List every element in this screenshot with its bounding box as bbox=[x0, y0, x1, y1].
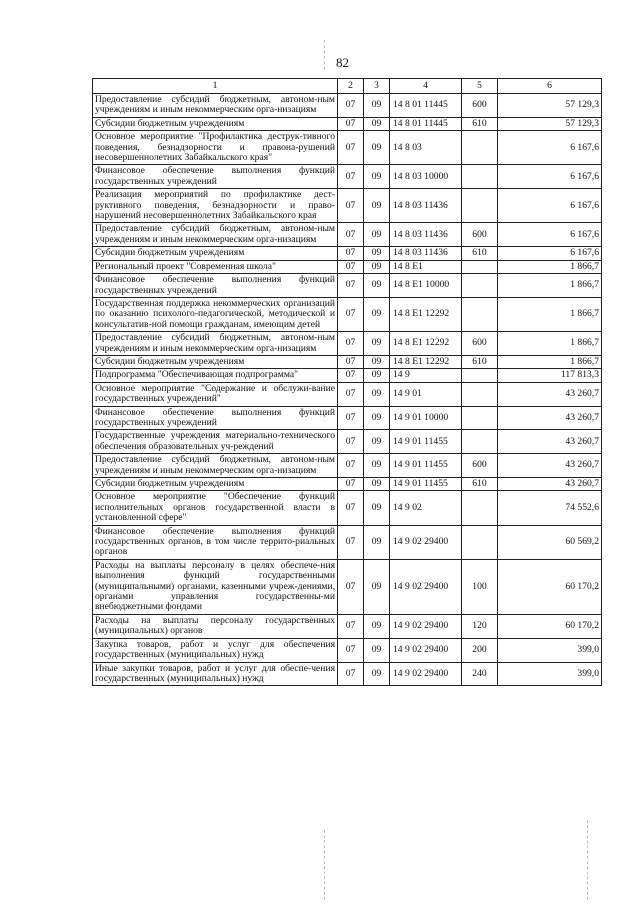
table-row bbox=[93, 478, 602, 491]
row-subsection: 09 bbox=[364, 332, 390, 356]
budget-table bbox=[92, 78, 602, 686]
row-amount: 1 866,7 bbox=[498, 297, 602, 331]
row-target-code: 14 8 03 10000 bbox=[390, 165, 462, 189]
row-target-code: 14 9 01 11455 bbox=[390, 478, 462, 491]
row-expense-type: 600 bbox=[462, 223, 498, 247]
row-subsection: 09 bbox=[364, 454, 390, 478]
table-row bbox=[93, 454, 602, 478]
row-target-code: 14 9 01 10000 bbox=[390, 406, 462, 430]
row-subsection: 09 bbox=[364, 559, 390, 614]
row-target-code: 14 8 E1 12292 bbox=[390, 332, 462, 356]
row-amount: 43 260,7 bbox=[498, 382, 602, 406]
row-subsection: 09 bbox=[364, 274, 390, 298]
row-subsection: 09 bbox=[364, 189, 390, 223]
row-subsection: 09 bbox=[364, 297, 390, 331]
row-amount: 6 167,6 bbox=[498, 165, 602, 189]
table-row bbox=[93, 117, 602, 130]
row-section: 07 bbox=[338, 223, 364, 247]
table-row bbox=[93, 223, 602, 247]
row-section: 07 bbox=[338, 131, 364, 165]
column-header: 4 bbox=[390, 79, 462, 94]
row-target-code: 14 9 02 29400 bbox=[390, 525, 462, 559]
row-name: Расходы на выплаты персоналу в целях обеспече-ния выполнения функций государственными (муниципальными) органами, казенными учреж-дениями, органами управления государственны-ми внебюджетными фондами bbox=[93, 559, 338, 614]
table-row bbox=[93, 297, 602, 331]
row-name: Финансовое обеспечение выполнения функций государственных органов, в том числе террито-риальных органов bbox=[93, 525, 338, 559]
row-subsection: 09 bbox=[364, 223, 390, 247]
row-section: 07 bbox=[338, 406, 364, 430]
row-name: Финансовое обеспечение выполнения функций государственных учреждений bbox=[93, 406, 338, 430]
page-number: 82 bbox=[336, 55, 349, 70]
table-row bbox=[93, 614, 602, 638]
column-header: 2 bbox=[338, 79, 364, 94]
row-expense-type bbox=[462, 406, 498, 430]
row-subsection: 09 bbox=[364, 369, 390, 382]
row-name: Субсидии бюджетным учреждениям bbox=[93, 247, 338, 260]
row-amount: 6 167,6 bbox=[498, 131, 602, 165]
table-row bbox=[93, 274, 602, 298]
row-section: 07 bbox=[338, 94, 364, 118]
table-row bbox=[93, 525, 602, 559]
row-name: Субсидии бюджетным учреждениям bbox=[93, 355, 338, 368]
row-name: Реализация мероприятий по профилактике дест-руктивного поведения, безнадзорности и право-нарушений несовершеннолетних Забайкальского края bbox=[93, 189, 338, 223]
row-target-code: 14 9 02 29400 bbox=[390, 559, 462, 614]
row-expense-type bbox=[462, 382, 498, 406]
scan-artifact-line bbox=[324, 40, 326, 70]
row-target-code: 14 8 03 11436 bbox=[390, 247, 462, 260]
row-name: Региональный проект "Современная школа" bbox=[93, 260, 338, 273]
row-section: 07 bbox=[338, 525, 364, 559]
row-expense-type bbox=[462, 369, 498, 382]
table-row bbox=[93, 491, 602, 525]
row-target-code: 14 8 E1 bbox=[390, 260, 462, 273]
row-section: 07 bbox=[338, 491, 364, 525]
scan-artifact-line bbox=[324, 830, 326, 900]
row-name: Предоставление субсидий бюджетным, автоном-ным учреждениям и иным некоммерческим орга-низациям bbox=[93, 94, 338, 118]
table-row bbox=[93, 662, 602, 686]
row-section: 07 bbox=[338, 274, 364, 298]
row-expense-type bbox=[462, 297, 498, 331]
row-section: 07 bbox=[338, 260, 364, 273]
row-subsection: 09 bbox=[364, 638, 390, 662]
row-subsection: 09 bbox=[364, 430, 390, 454]
row-name: Финансовое обеспечение выполнения функций государственных учреждений bbox=[93, 274, 338, 298]
row-target-code: 14 9 bbox=[390, 369, 462, 382]
row-expense-type: 600 bbox=[462, 94, 498, 118]
row-target-code: 14 8 01 11445 bbox=[390, 117, 462, 130]
row-subsection: 09 bbox=[364, 94, 390, 118]
row-target-code: 14 9 02 29400 bbox=[390, 638, 462, 662]
row-target-code: 14 9 01 11455 bbox=[390, 430, 462, 454]
table-row bbox=[93, 94, 602, 118]
row-expense-type bbox=[462, 274, 498, 298]
row-section: 07 bbox=[338, 189, 364, 223]
row-amount: 1 866,7 bbox=[498, 260, 602, 273]
row-section: 07 bbox=[338, 369, 364, 382]
row-name: Финансовое обеспечение выполнения функций государственных учреждений bbox=[93, 165, 338, 189]
row-target-code: 14 8 01 11445 bbox=[390, 94, 462, 118]
row-target-code: 14 9 02 29400 bbox=[390, 662, 462, 686]
row-amount: 399,0 bbox=[498, 638, 602, 662]
row-target-code: 14 9 02 bbox=[390, 491, 462, 525]
row-section: 07 bbox=[338, 332, 364, 356]
column-header: 6 bbox=[498, 79, 602, 94]
row-name: Государственные учреждения материально-технического обеспечения образовательных уч-реждений bbox=[93, 430, 338, 454]
row-expense-type bbox=[462, 189, 498, 223]
row-section: 07 bbox=[338, 638, 364, 662]
row-subsection: 09 bbox=[364, 406, 390, 430]
row-subsection: 09 bbox=[364, 382, 390, 406]
row-section: 07 bbox=[338, 165, 364, 189]
row-target-code: 14 8 03 11436 bbox=[390, 189, 462, 223]
row-section: 07 bbox=[338, 430, 364, 454]
row-section: 07 bbox=[338, 247, 364, 260]
table-row bbox=[93, 430, 602, 454]
row-subsection: 09 bbox=[364, 131, 390, 165]
row-subsection: 09 bbox=[364, 614, 390, 638]
row-expense-type bbox=[462, 491, 498, 525]
row-amount: 43 260,7 bbox=[498, 454, 602, 478]
row-section: 07 bbox=[338, 478, 364, 491]
table-row bbox=[93, 189, 602, 223]
row-target-code: 14 8 03 11436 bbox=[390, 223, 462, 247]
row-target-code: 14 8 03 bbox=[390, 131, 462, 165]
row-target-code: 14 8 E1 12292 bbox=[390, 355, 462, 368]
row-expense-type bbox=[462, 430, 498, 454]
row-expense-type bbox=[462, 131, 498, 165]
row-section: 07 bbox=[338, 355, 364, 368]
row-section: 07 bbox=[338, 614, 364, 638]
row-amount: 60 170,2 bbox=[498, 614, 602, 638]
row-amount: 43 260,7 bbox=[498, 430, 602, 454]
table-row bbox=[93, 131, 602, 165]
row-amount: 43 260,7 bbox=[498, 406, 602, 430]
row-amount: 57 129,3 bbox=[498, 94, 602, 118]
row-amount: 74 552,6 bbox=[498, 491, 602, 525]
row-expense-type bbox=[462, 260, 498, 273]
row-name: Подпрограмма "Обеспечивающая подпрограмма" bbox=[93, 369, 338, 382]
header-row bbox=[93, 79, 602, 94]
row-name: Основное мероприятие "Содержание и обслужи-вание государственных учреждений" bbox=[93, 382, 338, 406]
table-row bbox=[93, 559, 602, 614]
row-name: Основное мероприятие "Обеспечение функций исполнительных органов государственной власти в установленной сфере" bbox=[93, 491, 338, 525]
row-target-code: 14 9 02 29400 bbox=[390, 614, 462, 638]
row-target-code: 14 9 01 11455 bbox=[390, 454, 462, 478]
row-expense-type: 100 bbox=[462, 559, 498, 614]
row-amount: 60 170,2 bbox=[498, 559, 602, 614]
row-amount: 60 569,2 bbox=[498, 525, 602, 559]
row-subsection: 09 bbox=[364, 117, 390, 130]
row-subsection: 09 bbox=[364, 355, 390, 368]
table-row bbox=[93, 638, 602, 662]
row-expense-type: 610 bbox=[462, 117, 498, 130]
row-expense-type bbox=[462, 165, 498, 189]
row-section: 07 bbox=[338, 382, 364, 406]
table-row bbox=[93, 332, 602, 356]
row-amount: 399,0 bbox=[498, 662, 602, 686]
row-section: 07 bbox=[338, 297, 364, 331]
row-section: 07 bbox=[338, 662, 364, 686]
row-section: 07 bbox=[338, 117, 364, 130]
row-subsection: 09 bbox=[364, 491, 390, 525]
table-row bbox=[93, 165, 602, 189]
table-row bbox=[93, 247, 602, 260]
table-row bbox=[93, 369, 602, 382]
table-row bbox=[93, 260, 602, 273]
table-row bbox=[93, 355, 602, 368]
row-name: Предоставление субсидий бюджетным, автоном-ным учреждениям и иным некоммерческим орга-низациям bbox=[93, 454, 338, 478]
row-amount: 57 129,3 bbox=[498, 117, 602, 130]
row-section: 07 bbox=[338, 454, 364, 478]
row-subsection: 09 bbox=[364, 165, 390, 189]
row-amount: 117 813,3 bbox=[498, 369, 602, 382]
column-header: 5 bbox=[462, 79, 498, 94]
row-name: Закупка товаров, работ и услуг для обеспечения государственных (муниципальных) нужд bbox=[93, 638, 338, 662]
row-subsection: 09 bbox=[364, 478, 390, 491]
row-name: Государственная поддержка некоммерческих организаций по оказанию психолого-педагогической, методической и консультатив-ной помощи гражданам, имеющим детей bbox=[93, 297, 338, 331]
scan-artifact-line bbox=[587, 820, 589, 900]
row-section: 07 bbox=[338, 559, 364, 614]
row-name: Расходы на выплаты персоналу государственных (муниципальных) органов bbox=[93, 614, 338, 638]
row-amount: 1 866,7 bbox=[498, 274, 602, 298]
row-subsection: 09 bbox=[364, 525, 390, 559]
row-expense-type: 120 bbox=[462, 614, 498, 638]
row-expense-type: 600 bbox=[462, 332, 498, 356]
row-expense-type: 240 bbox=[462, 662, 498, 686]
row-subsection: 09 bbox=[364, 247, 390, 260]
row-amount: 6 167,6 bbox=[498, 223, 602, 247]
row-expense-type bbox=[462, 525, 498, 559]
row-expense-type: 600 bbox=[462, 454, 498, 478]
row-subsection: 09 bbox=[364, 662, 390, 686]
row-expense-type: 610 bbox=[462, 355, 498, 368]
row-name: Иные закупки товаров, работ и услуг для обеспе-чения государственных (муниципальных) нужд bbox=[93, 662, 338, 686]
row-name: Предоставление субсидий бюджетным, автоном-ным учреждениям и иным некоммерческим орга-низациям bbox=[93, 223, 338, 247]
table-row bbox=[93, 382, 602, 406]
row-subsection: 09 bbox=[364, 260, 390, 273]
row-name: Предоставление субсидий бюджетным, автоном-ным учреждениям и иным некоммерческим орга-низациям bbox=[93, 332, 338, 356]
row-expense-type: 610 bbox=[462, 247, 498, 260]
row-amount: 1 866,7 bbox=[498, 355, 602, 368]
row-target-code: 14 8 E1 10000 bbox=[390, 274, 462, 298]
column-header: 3 bbox=[364, 79, 390, 94]
row-expense-type: 200 bbox=[462, 638, 498, 662]
column-header: 1 bbox=[93, 79, 338, 94]
row-name: Субсидии бюджетным учреждениям bbox=[93, 478, 338, 491]
row-name: Основное мероприятие "Профилактика деструк-тивного поведения, безнадзорности и правона-рушений несовершеннолетних Забайкальского края" bbox=[93, 131, 338, 165]
row-target-code: 14 8 E1 12292 bbox=[390, 297, 462, 331]
row-amount: 1 866,7 bbox=[498, 332, 602, 356]
row-expense-type: 610 bbox=[462, 478, 498, 491]
row-amount: 43 260,7 bbox=[498, 478, 602, 491]
row-name: Субсидии бюджетным учреждениям bbox=[93, 117, 338, 130]
row-amount: 6 167,6 bbox=[498, 189, 602, 223]
row-amount: 6 167,6 bbox=[498, 247, 602, 260]
row-target-code: 14 9 01 bbox=[390, 382, 462, 406]
table-row bbox=[93, 406, 602, 430]
